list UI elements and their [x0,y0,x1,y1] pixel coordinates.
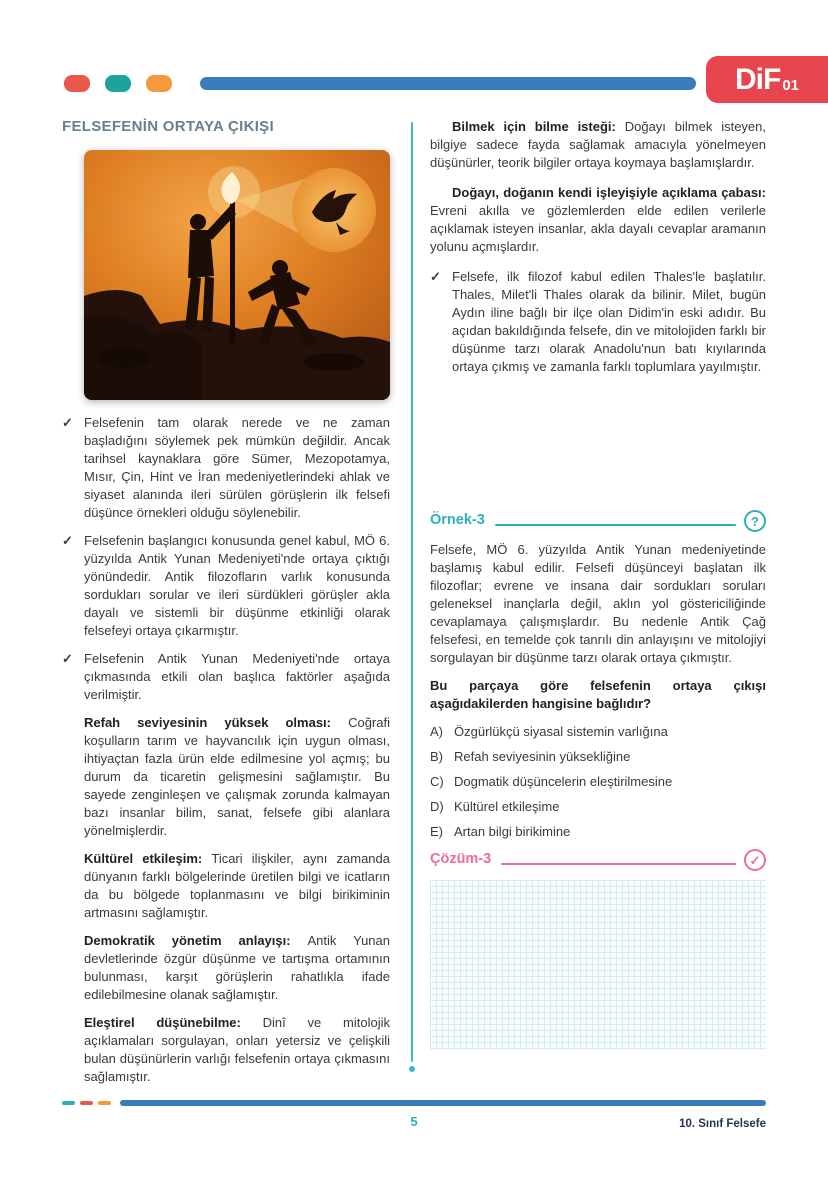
orange-dot-icon [146,75,172,92]
option-text: Artan bilgi birikimine [454,824,571,839]
footer-bar [120,1100,766,1106]
factor-paragraph [84,1014,390,1086]
option-key: B) [430,749,443,764]
option-key: C) [430,774,444,789]
example-block [430,510,766,1050]
factor-paragraph [430,118,766,172]
option-row [430,798,766,816]
illustration-frame [84,150,390,400]
bullet-item [430,268,766,376]
option-text: Dogmatik düşüncelerin eleştirilmesine [454,774,673,789]
logo-text: DiF [734,62,781,96]
factor-lead: Refah seviyesinin yüksek olması: [84,715,349,730]
page-footer [62,1100,766,1131]
column-divider [411,122,413,1062]
factor-text: Evreni akılla ve gözlemlerden elde edilen verilerle açıklamak isteyen insanlar, akla dayalı cevaplar aramanın yolunu açmışlardır. [430,203,766,254]
option-row [430,773,766,791]
check-icon: ✓ [62,415,73,430]
bullet-item [62,532,390,640]
factor-text: Dinî ve mitolojik açıklamaları sorgulayan, onları yetersiz ve çelişkili bulan düşünürlerin varlığı felsefenin ortaya çıkmasını sağlamıştır. [84,1015,390,1084]
section-title: FELSEFENİN ORTAYA ÇIKIŞI [62,118,274,135]
course-label: 10. Sınıf Felsefe [679,1118,766,1130]
solution-divider-line [501,863,736,865]
page-header [62,56,828,104]
option-text: Refah seviyesinin yüksekliğine [454,749,631,764]
option-row [430,748,766,766]
factor-text: Doğayı bilmek isteyen, bilgiye sadece fayda sağlamak amacıyla yönelmeyen düşünürler, teorik bilgiler ortaya koymaya başlamışlardır. [430,119,766,170]
bullet-text: Felsefe, ilk filozof kabul edilen Thales'le başlatılır. Thales, Milet'li Thales olarak da bilinir. Milet, bugün Aydın iline bağlı bir ilçe olan Didim'in eski adıdır. Bu açıdan bakıldığında felsefe, din ve mitolojiden farklı bir düşünme tarzı olarak Anadolu'nun batı kıyılarında ortaya çıkmış ve zamanla farklı toplumlara yayılmıştır. [452,269,766,374]
example-body: Felsefe, MÖ 6. yüzyılda Antik Yunan medeniyetinde başlamış kabul edilir. Felsefi düşünceyi başlatan ilk filozoflar; evrene ve insana dair sordukları soruları geleneksel inançlarla değil, aklın yol göstericiliğinde cevaplamaya çalışmışlardır. Bu nedenle Antik Çağ felsefesi, en temelde çok tanrılı din anlayışını ve mitolojiyi sorgulayan bir düşünme tarzı olarak ortaya çıkmıştır. [430,542,766,665]
option-text: Özgürlükçü siyasal sistemin varlığına [454,724,668,739]
factor-lead: Bilmek için bilme isteği: [452,119,625,134]
bullet-text: Felsefenin Antik Yunan Medeniyeti'nde ortaya çıkmasında etkili olan başlıca faktörler aşağıda verilmiştir. [84,651,390,702]
option-key: E) [430,824,443,839]
check-icon: ✓ [430,269,441,284]
factor-paragraph [430,184,766,256]
factor-text: Ticari ilişkiler, aynı zamanda dünyanın farklı bölgelerinde üretilen bilgi ve icatların da bu bölgede toplanmasını ve bilgi birikiminin artmasını sağlamıştır. [84,851,390,920]
factor-paragraph [84,932,390,1004]
bullet-item [62,414,390,522]
factor-lead: Eleştirel düşünebilme: [84,1015,263,1030]
factor-text: Coğrafi koşulların tarım ve hayvancılık için uygun olması, ihtiyaçtan fazla ürün elde edilmesine yol açmış; bu durum da ticaretin gelişmesini sağlamıştır. Bu sayede zenginleşen ve çalışmak zorunda kalmayan bazı insanlar bilim, sanat, felsefe gibi alanlara yönelmişlerdir. [84,715,390,838]
factor-paragraph [84,714,390,840]
solution-check-icon: ✓ [744,849,766,871]
factor-paragraph [84,850,390,922]
example-header [430,510,766,533]
red-dot-icon [64,75,90,92]
header-dots [64,75,187,92]
check-icon: ✓ [62,533,73,548]
page-number: 5 [410,1114,418,1129]
bullet-item [62,650,390,704]
solution-header [430,849,766,872]
option-row [430,723,766,741]
option-key: A) [430,724,443,739]
example-label: Örnek-3 [430,512,485,528]
dif-logo [706,56,828,103]
prometheus-fire-illustration [84,150,390,400]
factor-lead: Doğayı, doğanın kendi işleyişiyle açıklama çabası: [452,185,766,200]
logo-number: 01 [782,77,799,94]
teal-dot-icon [105,75,131,92]
option-text: Kültürel etkileşime [454,799,560,814]
header-bar [200,77,696,90]
red-dash-icon [80,1101,93,1105]
option-row [430,823,766,841]
check-icon: ✓ [62,651,73,666]
factor-text: Antik Yunan devletlerinde özgür düşünme ve tartışma ortamının bulunması, karşıt görüşlerin rahatlıkla ifade edilebilmesine olanak sağlamıştır. [84,933,390,1002]
teal-dash-icon [62,1101,75,1105]
question-mark-icon: ? [744,510,766,532]
footer-meta [62,1113,766,1131]
solution-answer-grid [430,880,766,1050]
orange-dash-icon [98,1101,111,1105]
option-key: D) [430,799,444,814]
example-question: Bu parçaya göre felsefenin ortaya çıkışı aşağıdakilerden hangisine bağlıdır? [430,678,766,711]
right-column [430,118,766,1050]
factor-lead: Demokratik yönetim anlayışı: [84,933,308,948]
bullet-text: Felsefenin başlangıcı konusunda genel kabul, MÖ 6. yüzyılda Antik Yunan Medeniyeti'nde ortaya çıktığı yönündedir. Antik filozofların varlık konusunda sordukları sorular ve ileri sürdükleri görüşler akla dayalı ve sistemli bir düşünme etkinliği olarak felsefeyi ortaya çıkarmıştır. [84,533,390,638]
example-divider-line [495,524,736,526]
left-column [62,118,390,1096]
factor-lead: Kültürel etkileşim: [84,851,212,866]
footer-bar-row [62,1100,766,1106]
bullet-text: Felsefenin tam olarak nerede ve ne zaman başladığını söylemek pek mümkün değildir. Ancak tarihsel kaynaklara göre Sümer, Mezopotamya, Mısır, Çin, Hint ve İran medeniyetlerindeki ahlak ve siyaset alanında ileri sürülen görüşlerin ilk felsefi düşünce örnekleri olduğu söylenebilir. [84,415,390,520]
solution-label: Çözüm-3 [430,851,492,867]
